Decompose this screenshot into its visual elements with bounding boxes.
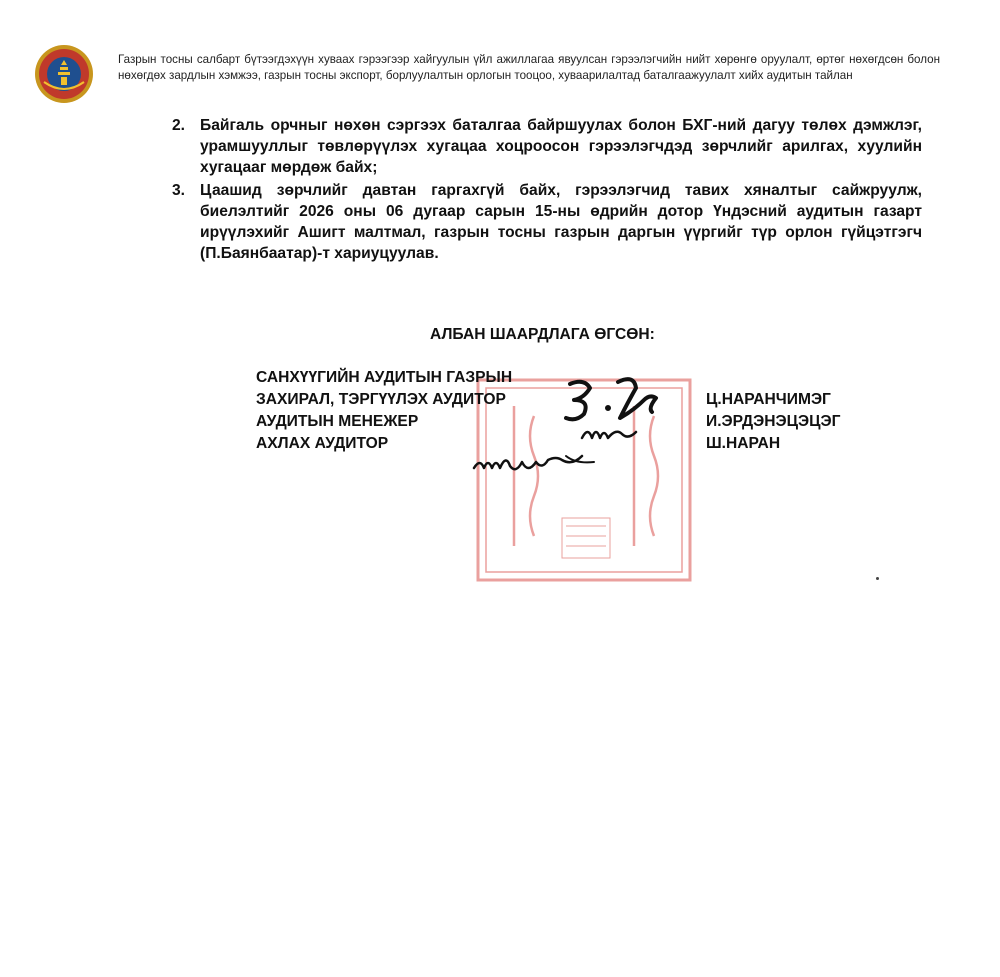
- report-header-text: Газрын тосны салбарт бүтээгдэхүүн хуваах гэрээгээр хайгуулын үйл ажиллагаа явуулсан гэрээлэгчийн нийт хөрөнгө оруулалт, өртөг нөхөгдсөн болон нөхөгдөх зардлын хэмжээ, газрын тосны экспорт, борлуулалтын орлогын тооцоо, хуваарилалтад баталгаажуулалт хийх аудитын тайлан: [118, 53, 940, 82]
- signature-heading: АЛБАН ШААРДЛАГА ӨГСӨН:: [430, 326, 655, 343]
- signatory-name: Ц.НАРАНЧИМЭГ: [706, 391, 831, 408]
- list-item: [172, 180, 922, 264]
- signatory-title: АХЛАХ АУДИТОР: [256, 435, 389, 452]
- signatory-title: ЗАХИРАЛ, ТЭРГҮҮЛЭХ АУДИТОР: [256, 391, 506, 408]
- list-item-number: 2.: [172, 117, 186, 134]
- list-item-text: Байгаль орчныг нөхөн сэргээх баталгаа байршуулах болон БХГ-ний дагуу төлөх дэмжлэг, урамшууллыг төвлөрүүлэх хугацаа хоцроосон гэрээлэгчдэд зөрчлийг арилгах, хуулийн хугацааг мөрдөж байх;: [200, 117, 922, 176]
- signatory-name: И.ЭРДЭНЭЦЭЦЭГ: [706, 413, 841, 430]
- list-item: [172, 115, 922, 178]
- recommendation-list: [172, 115, 922, 264]
- stray-mark: [876, 577, 879, 580]
- signatory-title: САНХҮҮГИЙН АУДИТЫН ГАЗРЫН: [256, 369, 513, 386]
- signatory-name: Ш.НАРАН: [706, 435, 781, 452]
- list-item-text: Цаашид зөрчлийг давтан гаргахгүй байх, гэрээлэгчид тавих хяналтыг сайжруулж, биелэлтийг 2026 оны 06 дугаар сарын 15-ны өдрийн дотор Үндэсний аудитын газарт ирүүлэхийг Ашигт малтмал, газрын тосны газрын даргын үүргийг түр орлон гүйцэтгэгч (П.Баянбаатар)-т хариуцуулав.: [200, 182, 922, 262]
- list-item-number: 3.: [172, 182, 186, 199]
- signatory-title: АУДИТЫН МЕНЕЖЕР: [256, 413, 419, 430]
- audit-office-emblem-icon: [34, 44, 94, 104]
